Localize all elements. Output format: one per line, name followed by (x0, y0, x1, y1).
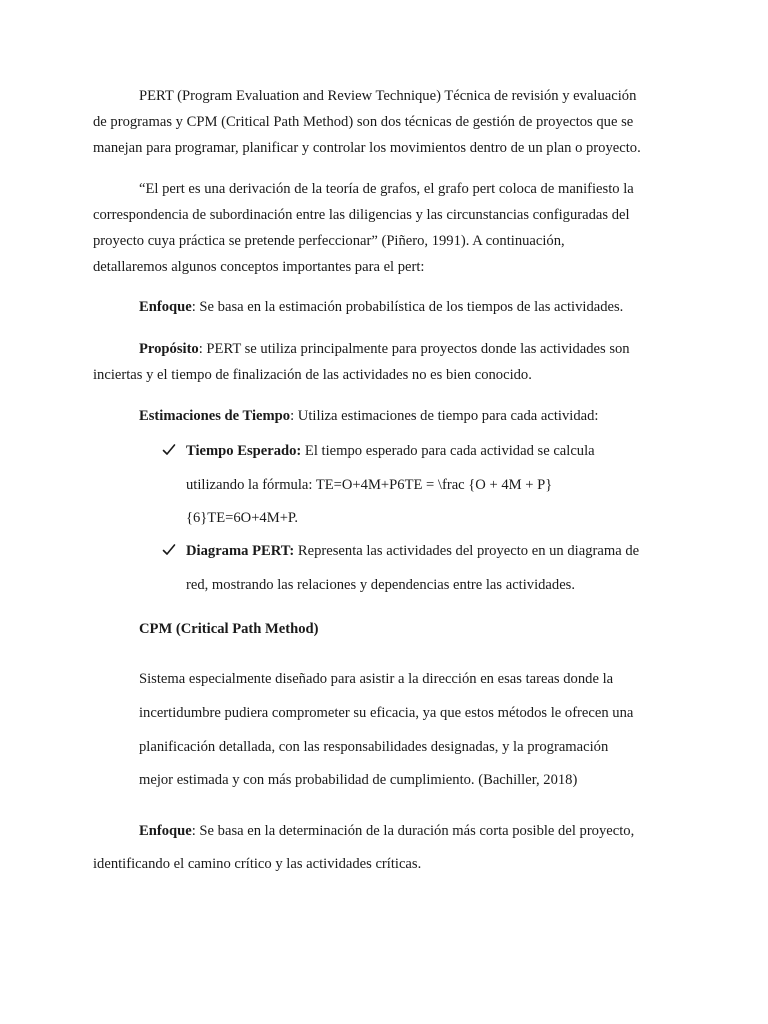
bullet-diagrama-pert-label: Diagrama PERT: (186, 543, 295, 559)
pert-enfoque-label: Enfoque (139, 299, 192, 315)
pert-proposito-text: : PERT se utiliza principalmente para proyectos donde las actividades son (198, 341, 630, 357)
pert-proposito (139, 340, 630, 358)
quote-line-3: proyecto cuya práctica se pretende perfeccionar” (Piñero, 1991). A continuación, (93, 233, 565, 249)
cpm-heading (139, 620, 319, 638)
cpm-desc-line-4: mejor estimada y con más probabilidad de cumplimiento. (Bachiller, 2018) (139, 772, 578, 788)
pert-intro-line-3: manejan para programar, planificar y controlar los movimientos dentro de un plan o proyecto. (93, 140, 641, 156)
cpm-desc-line-1: Sistema especialmente diseñado para asistir a la dirección en esas tareas donde la (139, 671, 614, 687)
bullet-tiempo-esperado-label: Tiempo Esperado: (186, 443, 302, 459)
quote-line-4: detallaremos algunos conceptos importantes para el pert: (93, 259, 425, 275)
bullet-tiempo-esperado (186, 442, 595, 460)
cpm-desc-line-3: planificación detallada, con las responsabilidades designadas, y la programación (139, 739, 609, 755)
pert-intro-line-1: PERT (Program Evaluation and Review Technique) Técnica de revisión y evaluación (139, 88, 637, 104)
pert-enfoque (139, 298, 623, 316)
checkmark-icon (162, 543, 176, 557)
bullet-tiempo-esperado-line-3: {6}TE=6O+4M+P. (186, 510, 299, 526)
bullet-diagrama-pert-text: Representa las actividades del proyecto en un diagrama de (294, 543, 640, 559)
estimaciones-text: : Utiliza estimaciones de tiempo para cada actividad: (290, 408, 599, 424)
cpm-enfoque-line-2: identificando el camino crítico y las actividades críticas. (93, 856, 422, 872)
cpm-desc-line-2: incertidumbre pudiera comprometer su eficacia, ya que estos métodos le ofrecen una (139, 705, 634, 721)
quote-line-1: “El pert es una derivación de la teoría de grafos, el grafo pert coloca de manifiesto la (139, 181, 634, 197)
bullet-diagrama-pert-line-2: red, mostrando las relaciones y dependencias entre las actividades. (186, 577, 576, 593)
pert-enfoque-text: : Se basa en la estimación probabilística de los tiempos de las actividades. (191, 299, 624, 315)
cpm-enfoque-text: : Se basa en la determinación de la duración más corta posible del proyecto, (191, 823, 635, 839)
estimaciones (139, 407, 598, 425)
checkmark-icon (162, 443, 176, 457)
cpm-enfoque-label: Enfoque (139, 823, 192, 839)
cpm-enfoque (139, 822, 634, 840)
pert-proposito-line-2: inciertas y el tiempo de finalización de las actividades no es bien conocido. (93, 367, 532, 383)
bullet-diagrama-pert (186, 542, 639, 560)
quote-line-2: correspondencia de subordinación entre las diligencias y las circunstancias configuradas del (93, 207, 630, 223)
bullet-tiempo-esperado-text: El tiempo esperado para cada actividad se calcula (301, 443, 595, 459)
bullet-tiempo-esperado-line-2: utilizando la fórmula: TE=O+4M+P6TE = \frac {O + 4M + P} (186, 477, 553, 493)
pert-proposito-label: Propósito (139, 341, 199, 357)
cpm-heading-text: CPM (Critical Path Method) (139, 621, 319, 637)
estimaciones-label: Estimaciones de Tiempo (139, 408, 291, 424)
pert-intro-line-2: de programas y CPM (Critical Path Method) son dos técnicas de gestión de proyectos que se (93, 114, 634, 130)
